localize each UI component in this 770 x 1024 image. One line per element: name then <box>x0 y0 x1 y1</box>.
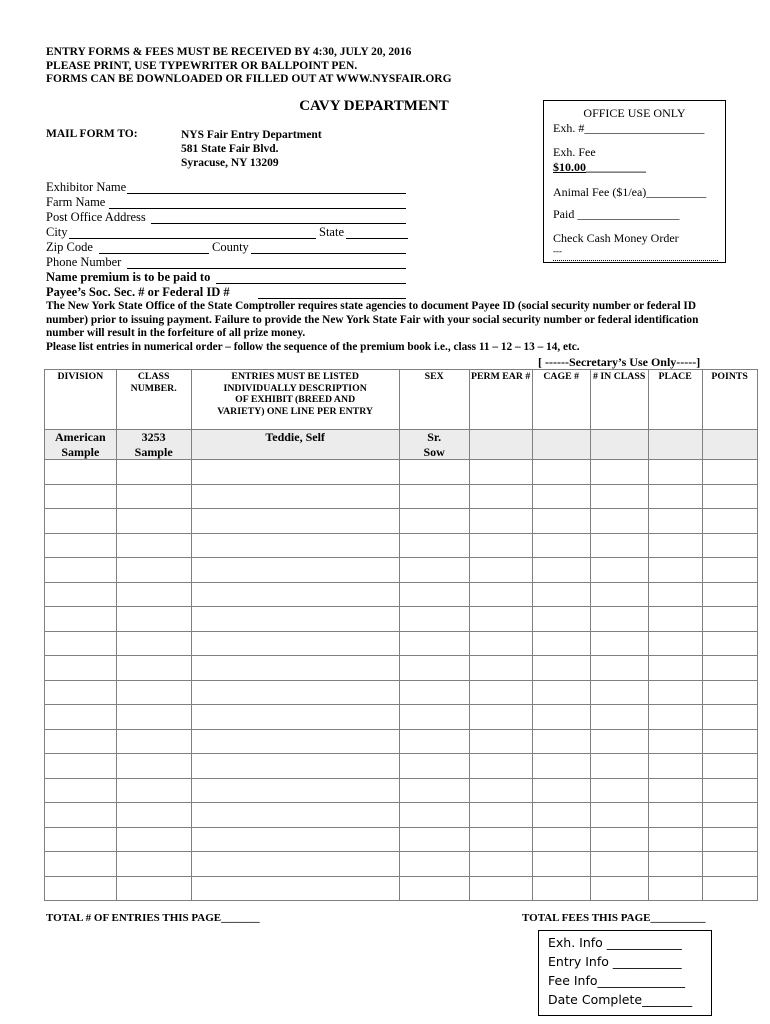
entry-cell[interactable] <box>532 509 590 534</box>
premium-row <box>46 270 210 285</box>
farm-name-row <box>46 195 105 210</box>
state-input[interactable] <box>346 238 408 239</box>
table-row <box>45 778 758 803</box>
entry-cell[interactable] <box>532 533 590 558</box>
entry-cell[interactable] <box>45 607 117 632</box>
exh-fee-label: Exh. Fee <box>553 145 596 159</box>
entry-cell[interactable] <box>702 484 757 509</box>
city-row <box>46 225 68 240</box>
entry-cell[interactable] <box>116 558 191 583</box>
entry-cell[interactable] <box>702 558 757 583</box>
entry-cell[interactable] <box>45 533 117 558</box>
entry-cell[interactable] <box>702 705 757 730</box>
entry-cell[interactable] <box>399 656 469 681</box>
entry-cell[interactable] <box>702 607 757 632</box>
entry-cell[interactable] <box>45 729 117 754</box>
entry-cell[interactable] <box>116 778 191 803</box>
entry-cell[interactable] <box>45 680 117 705</box>
exh-fee-blank: __________ <box>586 160 646 174</box>
entry-cell[interactable] <box>590 582 648 607</box>
entry-cell[interactable] <box>532 607 590 632</box>
farm-name-label: Farm Name <box>46 195 106 209</box>
sample-place <box>648 430 702 460</box>
column-header: PLACE <box>648 370 702 430</box>
entry-cell[interactable] <box>191 705 399 730</box>
entry-cell[interactable] <box>532 852 590 877</box>
entry-cell[interactable] <box>702 460 757 485</box>
phone-label: Phone Number <box>46 255 122 269</box>
sample-points <box>702 430 757 460</box>
entry-cell[interactable] <box>532 656 590 681</box>
entry-cell[interactable] <box>532 460 590 485</box>
entry-cell[interactable] <box>590 680 648 705</box>
sample-perm-ear <box>469 430 532 460</box>
payee-row <box>46 285 230 300</box>
entry-cell[interactable] <box>702 754 757 779</box>
entry-cell[interactable] <box>702 582 757 607</box>
city-input[interactable] <box>69 238 316 239</box>
entry-cell[interactable] <box>702 803 757 828</box>
entry-cell[interactable] <box>469 460 532 485</box>
secretary-use-label: [ ------Secretary’s Use Only-----] <box>538 355 701 369</box>
entry-cell[interactable] <box>116 582 191 607</box>
entry-cell[interactable] <box>191 631 399 656</box>
table-row <box>45 680 758 705</box>
entry-cell[interactable] <box>648 607 702 632</box>
entry-cell[interactable] <box>45 558 117 583</box>
address-line-2: 581 State Fair Blvd. <box>181 143 279 155</box>
exh-fee-amount <box>553 160 646 175</box>
entry-cell[interactable] <box>702 656 757 681</box>
entry-cell[interactable] <box>590 460 648 485</box>
po-address-row <box>46 210 146 225</box>
sample-cage <box>532 430 590 460</box>
entry-cell[interactable] <box>45 509 117 534</box>
entry-cell[interactable] <box>469 533 532 558</box>
entry-cell[interactable] <box>191 778 399 803</box>
entry-cell[interactable] <box>191 729 399 754</box>
entry-cell[interactable] <box>532 754 590 779</box>
exh-number-field[interactable]: Exh. #____________________ <box>553 121 705 135</box>
entry-cell[interactable] <box>116 827 191 852</box>
date-complete-field[interactable]: Date Complete________ <box>548 992 693 1007</box>
entry-cell[interactable] <box>590 876 648 901</box>
table-row <box>45 509 758 534</box>
entry-cell[interactable] <box>469 582 532 607</box>
table-row <box>45 729 758 754</box>
office-info-box <box>538 930 712 1016</box>
table-row <box>45 876 758 901</box>
entry-cell[interactable] <box>191 680 399 705</box>
table-header-row <box>45 370 758 430</box>
entry-cell[interactable] <box>648 656 702 681</box>
entry-cell[interactable] <box>399 803 469 828</box>
entry-cell[interactable] <box>116 729 191 754</box>
deadline-line: ENTRY FORMS & FEES MUST BE RECEIVED BY 4:30, JULY 20, 2016 <box>46 46 412 58</box>
entry-cell[interactable] <box>702 827 757 852</box>
entry-cell[interactable] <box>532 827 590 852</box>
premium-input[interactable] <box>216 283 406 284</box>
sample-in-class <box>590 430 648 460</box>
entry-cell[interactable] <box>648 533 702 558</box>
column-header: POINTS <box>702 370 757 430</box>
entry-cell[interactable] <box>116 484 191 509</box>
entry-cell[interactable] <box>399 827 469 852</box>
office-dash: --- <box>553 246 562 256</box>
county-label: County <box>212 240 249 254</box>
entry-cell[interactable] <box>590 484 648 509</box>
entry-cell[interactable] <box>469 876 532 901</box>
entry-cell[interactable] <box>590 509 648 534</box>
entry-cell[interactable] <box>45 827 117 852</box>
fee-info-field[interactable]: Fee Info______________ <box>548 973 686 988</box>
entry-cell[interactable] <box>399 460 469 485</box>
entry-cell[interactable] <box>191 509 399 534</box>
animal-fee-field[interactable]: Animal Fee ($1/ea)__________ <box>553 185 707 199</box>
farm-name-input[interactable] <box>109 208 406 209</box>
entry-cell[interactable] <box>399 509 469 534</box>
entry-cell[interactable] <box>532 484 590 509</box>
payee-label: Payee’s Soc. Sec. # or Federal ID # <box>46 285 230 299</box>
entry-cell[interactable] <box>191 558 399 583</box>
entry-cell[interactable] <box>532 876 590 901</box>
entry-cell[interactable] <box>469 607 532 632</box>
table-row <box>45 558 758 583</box>
entry-cell[interactable] <box>469 852 532 877</box>
notice-text: The New York State Office of the State Comptroller requires state agencies to document Payee ID (social security number or federal ID number) prior to issuing payment. Failure to provide the New York State Fair with your social security number or federal identification number will result in the forfeiture of all prize money. <box>46 300 699 340</box>
table-row <box>45 705 758 730</box>
entry-cell[interactable] <box>399 631 469 656</box>
entry-cell[interactable] <box>532 558 590 583</box>
total-entries[interactable]: TOTAL # OF ENTRIES THIS PAGE_______ <box>46 912 260 924</box>
entry-cell[interactable] <box>45 582 117 607</box>
entry-cell[interactable] <box>469 729 532 754</box>
column-header: PERM EAR # <box>469 370 532 430</box>
exh-fee-value: $10.00 <box>553 160 586 174</box>
entry-cell[interactable] <box>648 705 702 730</box>
entry-cell[interactable] <box>648 558 702 583</box>
entry-cell[interactable] <box>532 803 590 828</box>
exhibitor-name-row <box>46 180 126 195</box>
entry-cell[interactable] <box>469 754 532 779</box>
zip-row <box>46 240 93 255</box>
comptroller-notice <box>46 300 726 354</box>
po-address-label: Post Office Address <box>46 210 146 224</box>
table-row <box>45 803 758 828</box>
entry-cell[interactable] <box>191 852 399 877</box>
table-row <box>45 582 758 607</box>
address-line-1: NYS Fair Entry Department <box>181 129 322 141</box>
entry-cell[interactable] <box>45 631 117 656</box>
table-row <box>45 852 758 877</box>
entry-cell[interactable] <box>532 631 590 656</box>
entry-cell[interactable] <box>648 729 702 754</box>
entry-cell[interactable] <box>702 631 757 656</box>
entry-cell[interactable] <box>116 533 191 558</box>
total-fees[interactable]: TOTAL FEES THIS PAGE__________ <box>522 912 706 924</box>
entry-cell[interactable] <box>191 827 399 852</box>
entry-cell[interactable] <box>191 607 399 632</box>
entry-cell[interactable] <box>648 484 702 509</box>
entry-cell[interactable] <box>590 803 648 828</box>
table-row <box>45 827 758 852</box>
entry-cell[interactable] <box>469 680 532 705</box>
entry-cell[interactable] <box>648 852 702 877</box>
entry-cell[interactable] <box>116 631 191 656</box>
instructions-header <box>46 46 452 87</box>
entry-cell[interactable] <box>590 631 648 656</box>
entry-cell[interactable] <box>532 582 590 607</box>
sample-entry: Teddie, Self <box>191 430 399 460</box>
entry-cell[interactable] <box>702 852 757 877</box>
entry-cell[interactable] <box>532 729 590 754</box>
order-instruction: Please list entries in numerical order – follow the sequence of the premium book i.e., class 11 – 12 – 13 – 14, etc. <box>46 340 580 353</box>
entry-cell[interactable] <box>399 778 469 803</box>
county-input[interactable] <box>251 253 406 254</box>
table-row <box>45 607 758 632</box>
entry-cell[interactable] <box>399 876 469 901</box>
entry-cell[interactable] <box>116 656 191 681</box>
column-header: DIVISION <box>45 370 117 430</box>
entry-cell[interactable] <box>532 705 590 730</box>
payee-input[interactable] <box>258 298 406 299</box>
entry-cell[interactable] <box>702 680 757 705</box>
column-header: # IN CLASS <box>590 370 648 430</box>
download-instruction-line: FORMS CAN BE DOWNLOADED OR FILLED OUT AT WWW.NYSFAIR.ORG <box>46 73 452 85</box>
entry-cell[interactable] <box>191 460 399 485</box>
entry-cell[interactable] <box>399 607 469 632</box>
entry-cell[interactable] <box>45 803 117 828</box>
entry-info-field[interactable]: Entry Info ___________ <box>548 954 682 969</box>
entry-cell[interactable] <box>399 729 469 754</box>
zip-input[interactable] <box>99 253 209 254</box>
entry-cell[interactable] <box>702 533 757 558</box>
entry-cell[interactable] <box>45 778 117 803</box>
entry-cell[interactable] <box>116 876 191 901</box>
entry-cell[interactable] <box>45 876 117 901</box>
entry-cell[interactable] <box>191 484 399 509</box>
entry-cell[interactable] <box>532 680 590 705</box>
table-row <box>45 754 758 779</box>
entry-cell[interactable] <box>399 582 469 607</box>
phone-input[interactable] <box>127 268 406 269</box>
column-header: SEX <box>399 370 469 430</box>
entry-cell[interactable] <box>469 827 532 852</box>
entry-cell[interactable] <box>648 582 702 607</box>
entry-cell[interactable] <box>590 827 648 852</box>
entry-cell[interactable] <box>469 631 532 656</box>
office-use-box <box>543 100 726 263</box>
entry-cell[interactable] <box>469 705 532 730</box>
state-label: State <box>319 225 344 239</box>
office-use-title: OFFICE USE ONLY <box>583 106 686 120</box>
city-label: City <box>46 225 68 239</box>
paid-field[interactable]: Paid _________________ <box>553 207 680 221</box>
entry-cell[interactable] <box>399 705 469 730</box>
entry-cell[interactable] <box>399 533 469 558</box>
entries-table <box>44 369 758 901</box>
sample-row <box>45 430 758 460</box>
office-divider <box>553 260 718 261</box>
exhibitor-name-label: Exhibitor Name <box>46 180 127 194</box>
entry-cell[interactable] <box>116 509 191 534</box>
entry-cell[interactable] <box>399 558 469 583</box>
column-header: CAGE # <box>532 370 590 430</box>
entry-cell[interactable] <box>116 607 191 632</box>
entry-cell[interactable] <box>648 803 702 828</box>
column-header: CLASS NUMBER. <box>116 370 191 430</box>
entry-cell[interactable] <box>116 803 191 828</box>
column-header: ENTRIES MUST BE LISTED INDIVIDUALLY DESCRIPTION OF EXHIBIT (BREED AND VARIETY) ONE LINE PER ENTRY <box>191 370 399 430</box>
entry-cell[interactable] <box>590 729 648 754</box>
zip-label: Zip Code <box>46 240 93 254</box>
address-line-3: Syracuse, NY 13209 <box>181 157 279 169</box>
sample-division: American Sample <box>45 430 117 460</box>
entry-cell[interactable] <box>469 558 532 583</box>
entry-cell[interactable] <box>648 876 702 901</box>
entry-cell[interactable] <box>191 876 399 901</box>
mailing-address <box>181 128 322 170</box>
entry-cell[interactable] <box>116 754 191 779</box>
entry-cell[interactable] <box>469 803 532 828</box>
entry-cell[interactable] <box>648 509 702 534</box>
entry-cell[interactable] <box>191 533 399 558</box>
entry-cell[interactable] <box>532 778 590 803</box>
entry-cell[interactable] <box>116 460 191 485</box>
entry-cell[interactable] <box>191 656 399 681</box>
phone-row <box>46 255 121 270</box>
entry-cell[interactable] <box>702 778 757 803</box>
entry-cell[interactable] <box>469 656 532 681</box>
sample-class: 3253 Sample <box>116 430 191 460</box>
entry-cell[interactable] <box>191 582 399 607</box>
payment-method-options[interactable]: Check Cash Money Order <box>553 231 679 245</box>
entry-cell[interactable] <box>116 705 191 730</box>
entry-cell[interactable] <box>45 460 117 485</box>
entry-cell[interactable] <box>191 754 399 779</box>
entry-cell[interactable] <box>399 852 469 877</box>
entry-cell[interactable] <box>590 607 648 632</box>
entry-cell[interactable] <box>116 852 191 877</box>
entry-cell[interactable] <box>590 656 648 681</box>
entry-cell[interactable] <box>648 631 702 656</box>
entry-cell[interactable] <box>648 754 702 779</box>
po-address-input[interactable] <box>151 223 406 224</box>
exh-info-field[interactable]: Exh. Info ____________ <box>548 935 682 950</box>
entry-cell[interactable] <box>45 656 117 681</box>
entry-cell[interactable] <box>45 754 117 779</box>
entry-cell[interactable] <box>590 558 648 583</box>
entry-cell[interactable] <box>590 705 648 730</box>
entry-cell[interactable] <box>469 778 532 803</box>
table-row <box>45 533 758 558</box>
entry-cell[interactable] <box>648 778 702 803</box>
entry-cell[interactable] <box>469 484 532 509</box>
entry-cell[interactable] <box>399 680 469 705</box>
entry-cell[interactable] <box>648 680 702 705</box>
premium-label: Name premium is to be paid to <box>46 270 211 284</box>
table-row <box>45 484 758 509</box>
page-title-text: CAVY DEPARTMENT <box>299 98 449 114</box>
entry-cell[interactable] <box>702 729 757 754</box>
entry-cell[interactable] <box>702 509 757 534</box>
entry-cell[interactable] <box>648 827 702 852</box>
entry-cell[interactable] <box>399 754 469 779</box>
sample-sex: Sr. Sow <box>399 430 469 460</box>
entry-cell[interactable] <box>590 778 648 803</box>
entry-cell[interactable] <box>116 680 191 705</box>
table-row <box>45 631 758 656</box>
table-row <box>45 460 758 485</box>
entry-cell[interactable] <box>191 803 399 828</box>
entry-cell[interactable] <box>45 852 117 877</box>
entry-cell[interactable] <box>45 705 117 730</box>
exhibitor-name-input[interactable] <box>127 193 406 194</box>
entry-cell[interactable] <box>590 852 648 877</box>
table-row <box>45 656 758 681</box>
entry-cell[interactable] <box>590 754 648 779</box>
entry-cell[interactable] <box>469 509 532 534</box>
entry-cell[interactable] <box>45 484 117 509</box>
mail-form-label: MAIL FORM TO: <box>46 128 138 140</box>
entry-cell[interactable] <box>648 460 702 485</box>
entry-cell[interactable] <box>399 484 469 509</box>
print-instruction-line: PLEASE PRINT, USE TYPEWRITER OR BALLPOINT PEN. <box>46 59 358 72</box>
entry-cell[interactable] <box>702 876 757 901</box>
entry-cell[interactable] <box>590 533 648 558</box>
